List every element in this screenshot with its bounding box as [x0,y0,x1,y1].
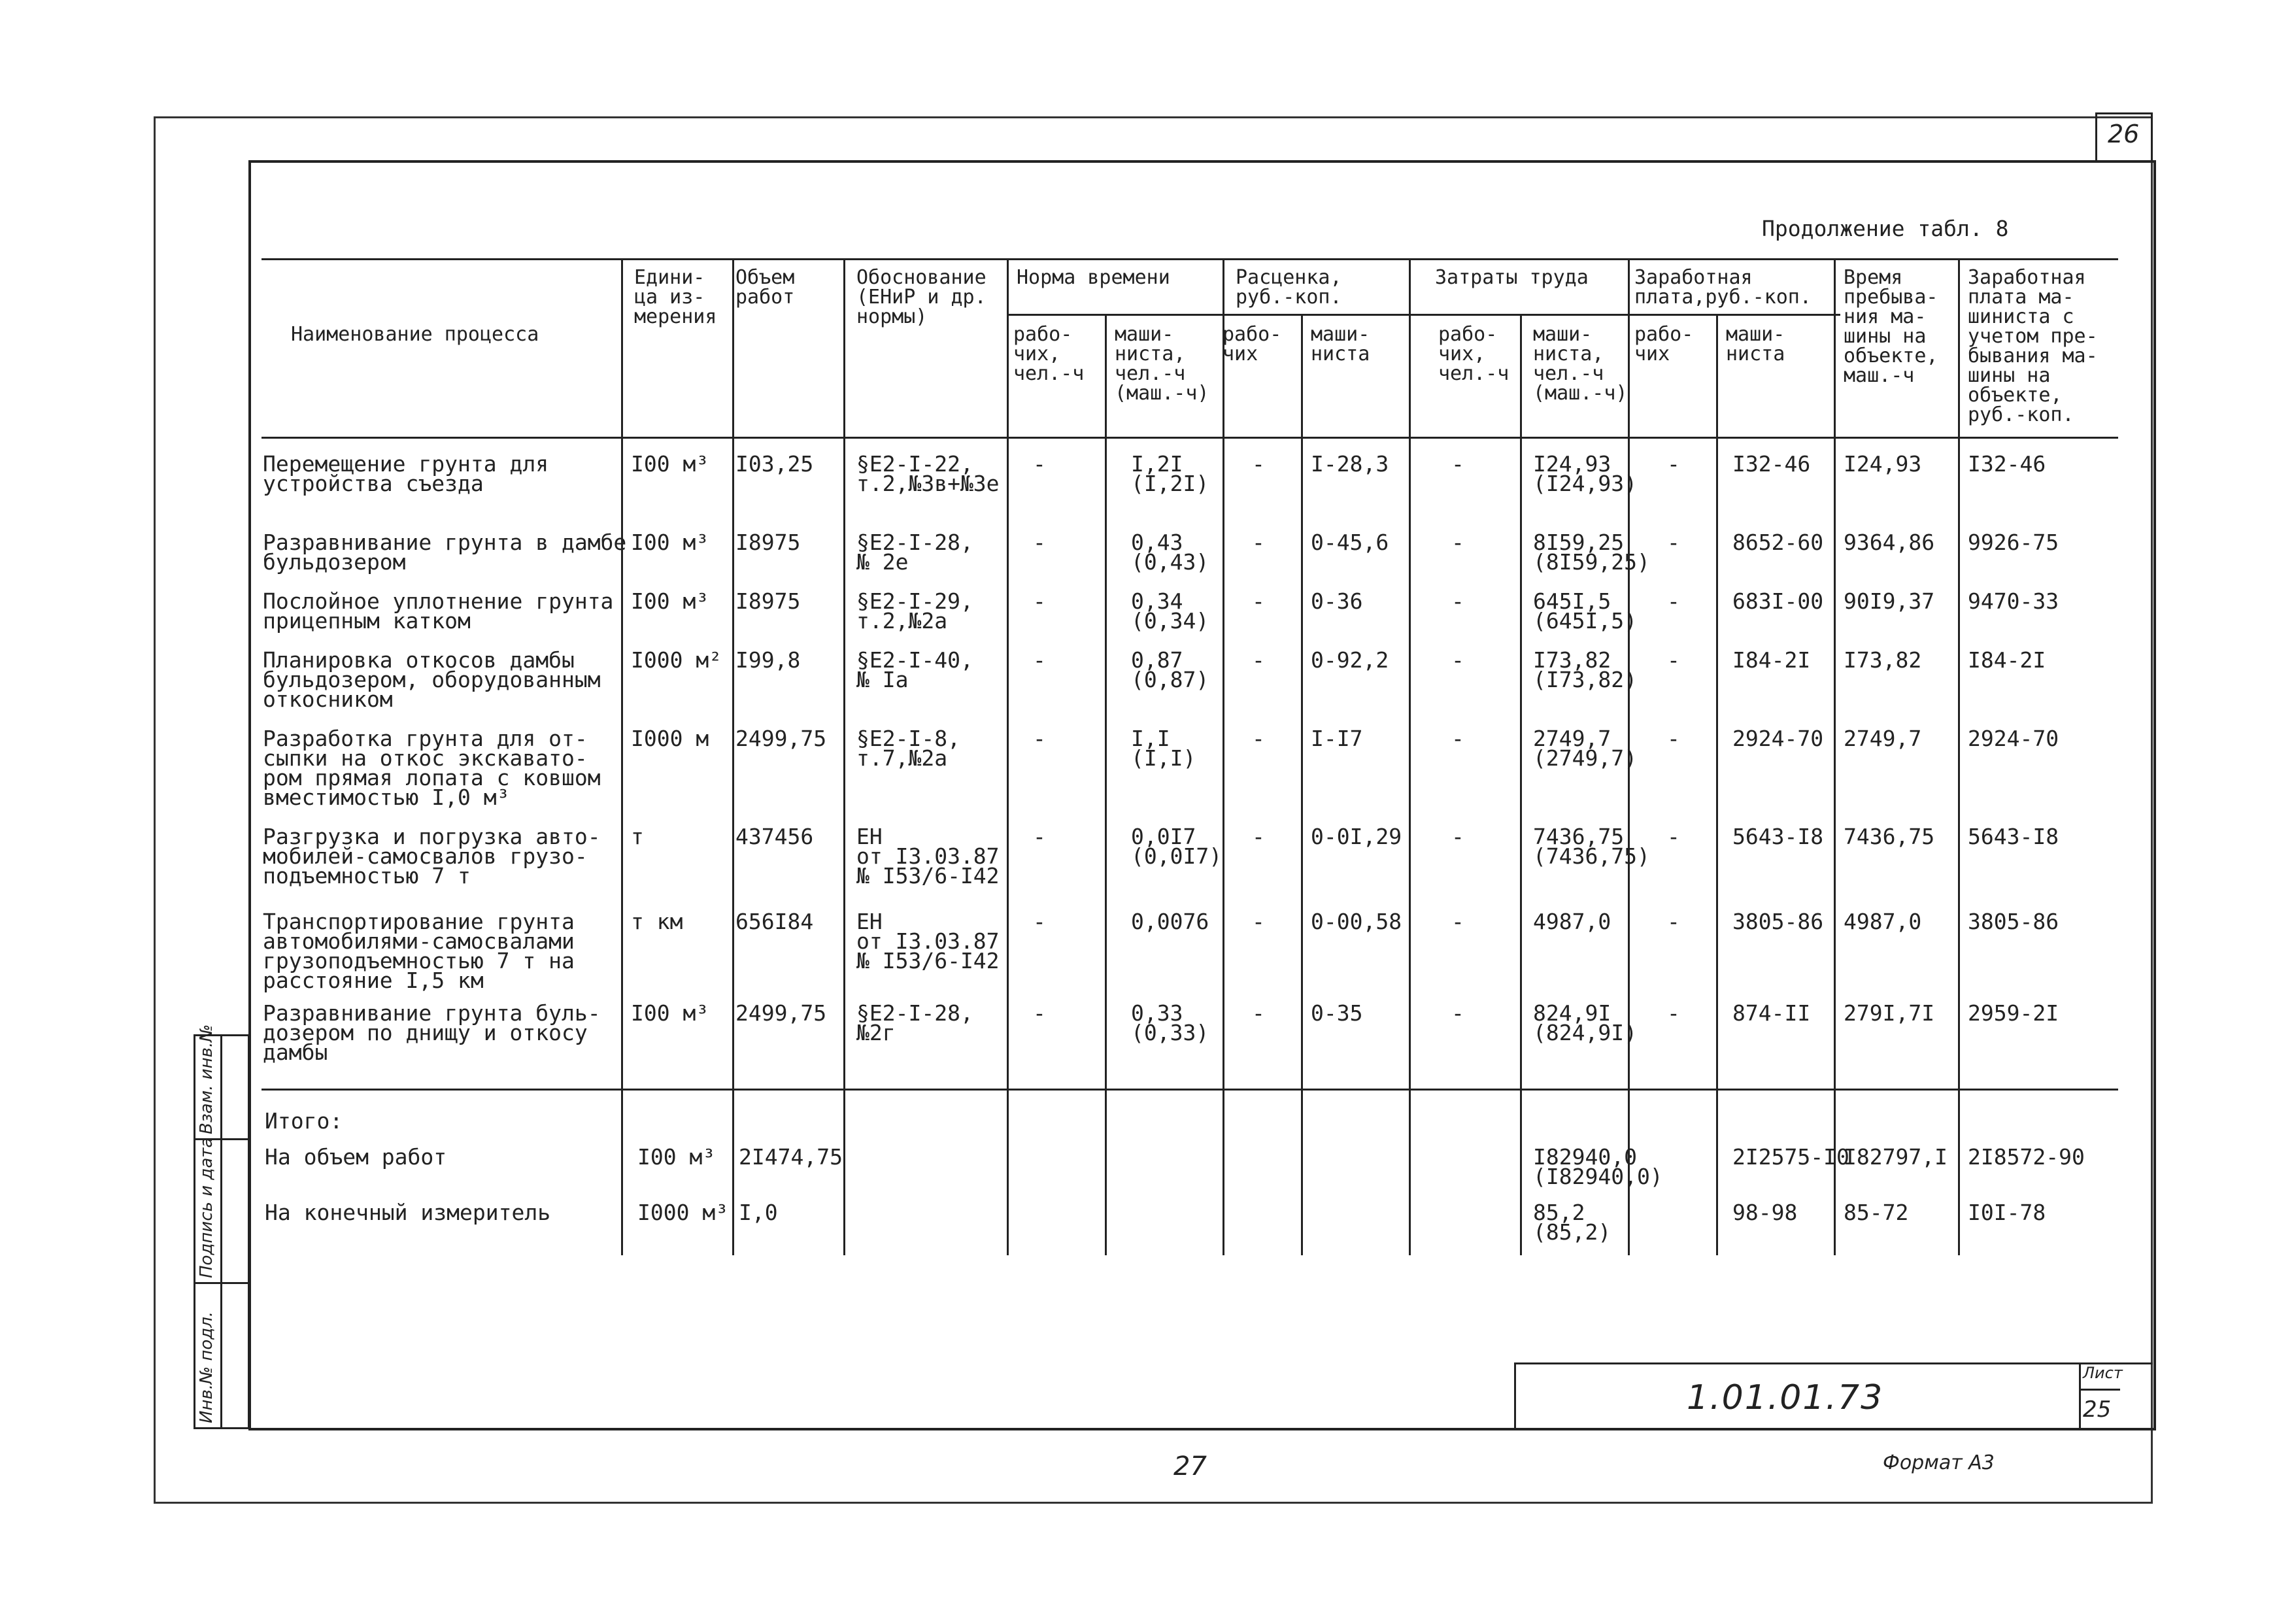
table-cell-nw: - [1033,588,1046,614]
table-cell-pw: - [1252,909,1265,934]
table-cell-nw: - [1033,726,1046,751]
table-cell-total: 9470-33 [1968,588,2059,614]
table-rule [261,258,2118,260]
table-cell-wm: 2924-70 [1732,726,1824,751]
table-cell-nm: 0,34 (0,34) [1131,588,1209,634]
table-rule [732,258,734,1255]
table-cell-lw: - [1451,909,1464,934]
top-page-number-box [2095,112,2153,161]
table-rule [1409,258,1411,1255]
table-cell-ww: - [1667,647,1680,673]
table-cell-pm: 0-92,2 [1311,647,1389,673]
table-cell-time: I73,82 [1844,647,1922,673]
sheet-label: Лист [2083,1364,2123,1382]
side-stamp [194,1024,250,1429]
table-cell-unit: I00 м³ [631,530,709,555]
table-rule [1007,258,1009,1255]
totals-cell-volume: I,0 [739,1200,778,1225]
sheet-number: 25 [2083,1396,2112,1423]
table-cell-total: 5643-I8 [1968,824,2059,849]
table-cell-name: Транспортирование грунта автомобилями-самосвалами грузоподъемностью 7 т на расстояние I,5 км [263,909,575,993]
totals-cell-name: На конечный измеритель [265,1200,551,1225]
table-caption: Продолжение табл. 8 [1762,216,2009,241]
table-cell-total: 2959-2I [1968,1000,2059,1026]
table-cell-total: I84-2I [1968,647,2046,673]
header-norm-workers: рабо- чих, чел.-ч [1013,323,1085,385]
table-cell-wm: 683I-00 [1732,588,1824,614]
table-cell-wm: 874-II [1732,1000,1811,1026]
totals-label: Итого: [265,1108,343,1134]
table-cell-volume: 656I84 [735,909,814,934]
totals-cell-lm: 85,2 (85,2) [1533,1200,1611,1245]
table-cell-lm: I24,93 (I24,93) [1533,451,1637,496]
table-cell-lm: 645I,5 (645I,5) [1533,588,1637,634]
table-cell-lw: - [1451,530,1464,555]
table-cell-pw: - [1252,588,1265,614]
table-cell-name: Разработка грунта для от- сыпки на откос экскавато- ром прямая лопата с ковшом вместимостью I,0 м³ [263,726,601,810]
document-code: 1.01.01.73 [1687,1378,1884,1417]
table-cell-basis: §Е2-I-28, № 2е [856,530,973,575]
table-cell-nw: - [1033,530,1046,555]
table-cell-pw: - [1252,530,1265,555]
table-cell-volume: I03,25 [735,451,814,477]
table-cell-wm: 3805-86 [1732,909,1824,934]
totals-cell-time: 85-72 [1844,1200,1909,1225]
table-cell-total: 2924-70 [1968,726,2059,751]
table-cell-time: 9364,86 [1844,530,1935,555]
table-cell-unit: I000 м [631,726,709,751]
totals-cell-time: I82797,I [1844,1144,1948,1170]
top-page-number: 26 [2108,120,2140,148]
header-norm-machinists: маши- ниста, чел.-ч (маш.-ч) [1115,323,1209,405]
table-cell-basis: §Е2-I-29, т.2,№2а [856,588,973,634]
table-cell-wm: 8652-60 [1732,530,1824,555]
table-cell-pm: I-28,3 [1311,451,1389,477]
table-cell-time: 4987,0 [1844,909,1922,934]
table-cell-lw: - [1451,588,1464,614]
table-rule [1105,314,1107,1255]
table-cell-name: Перемещение грунта для устройства съезда [263,451,549,496]
table-cell-ww: - [1667,726,1680,751]
totals-cell-wm: 2I2575-I0 [1732,1144,1849,1170]
table-cell-pm: 0-00,58 [1311,909,1402,934]
table-cell-name: Разравнивание грунта буль- дозером по днищу и откосу дамбы [263,1000,601,1065]
table-cell-lm: 7436,75 (7436,75) [1533,824,1650,869]
table-cell-unit: I00 м³ [631,588,709,614]
table-cell-nw: - [1033,909,1046,934]
table-rule [843,258,845,1255]
table-cell-nm: I,I (I,I) [1131,726,1196,771]
table-cell-nm: 0,0I7 (0,0I7) [1131,824,1223,869]
table-cell-pw: - [1252,1000,1265,1026]
table-cell-pm: I-I7 [1311,726,1363,751]
header-unit: Едини- ца из- мерения [634,266,717,328]
header-name: Наименование процесса [291,323,539,346]
table-cell-wm: I32-46 [1732,451,1811,477]
table-rule [1007,314,1840,316]
header-time-on-site: Время пребыва- ния ма- шины на объекте, маш.-ч [1844,266,1938,387]
table-cell-lm: 4987,0 [1533,909,1611,934]
table-cell-pm: 0-36 [1311,588,1363,614]
table-cell-volume: I8975 [735,530,801,555]
side-stamp-label: Инв.№ подл. [197,1311,216,1423]
table-rule [1958,258,1960,1255]
table-cell-time: I24,93 [1844,451,1922,477]
table-cell-volume: 2499,75 [735,1000,827,1026]
header-wage: Заработная плата,руб.-коп. [1634,266,1812,309]
header-wage-total: Заработная плата ма- шиниста с учетом пре- бывания ма- шины на объекте, руб.-коп. [1968,266,2098,426]
table-cell-ww: - [1667,451,1680,477]
table-cell-total: 3805-86 [1968,909,2059,934]
header-price-workers: рабо- чих [1223,323,1282,365]
table-cell-pw: - [1252,824,1265,849]
table-cell-ww: - [1667,824,1680,849]
table-cell-basis: §Е2-I-8, т.7,№2а [856,726,960,771]
table-cell-lw: - [1451,824,1464,849]
table-cell-basis: §Е2-I-40, № Iа [856,647,973,692]
table-rule [621,258,623,1255]
table-cell-pm: 0-45,6 [1311,530,1389,555]
table-cell-pw: - [1252,647,1265,673]
table-cell-ww: - [1667,1000,1680,1026]
table-cell-nw: - [1033,824,1046,849]
table-cell-wm: I84-2I [1732,647,1811,673]
table-cell-nm: 0,0076 [1131,909,1209,934]
table-cell-basis: §Е2-I-28, №2г [856,1000,973,1045]
table-cell-basis: §Е2-I-22, т.2,№3в+№3е [856,451,1000,496]
table-cell-time: 7436,75 [1844,824,1935,849]
table-cell-basis: ЕН от I3.03.87 № I53/6-I42 [856,824,1000,888]
table-cell-lm: I73,82 (I73,82) [1533,647,1637,692]
table-cell-unit: I000 м² [631,647,722,673]
table-cell-lw: - [1451,451,1464,477]
header-basis: Обоснование (ЕНиР и др. нормы) [856,266,987,328]
header-volume: Объем работ [735,266,795,309]
table-cell-ww: - [1667,588,1680,614]
totals-cell-unit: I00 м³ [637,1144,716,1170]
header-wage-machinists: маши- ниста [1726,323,1785,365]
table-cell-pw: - [1252,726,1265,751]
table-cell-volume: 437456 [735,824,814,849]
table-cell-time: 90I9,37 [1844,588,1935,614]
bottom-page-number: 27 [1173,1451,1207,1481]
table-cell-nm: 0,43 (0,43) [1131,530,1209,575]
table-cell-unit: I00 м³ [631,451,709,477]
table-cell-name: Послойное уплотнение грунта прицепным катком [263,588,614,634]
side-stamp-label: Взам. инв.№ [197,1024,216,1134]
table-cell-name: Разгрузка и погрузка авто- мобилей-самосвалов грузо- подъемностью 7 т [263,824,601,888]
table-cell-total: I32-46 [1968,451,2046,477]
table-cell-pm: 0-35 [1311,1000,1363,1026]
totals-cell-unit: I000 м³ [637,1200,729,1225]
table-cell-time: 279I,7I [1844,1000,1935,1026]
totals-cell-name: На объем работ [265,1144,447,1170]
table-cell-ww: - [1667,530,1680,555]
table-cell-volume: I8975 [735,588,801,614]
table-rule [261,437,2118,439]
totals-cell-volume: 2I474,75 [739,1144,843,1170]
totals-cell-lm: I82940,0 (I82940,0) [1533,1144,1663,1189]
header-labor: Затраты труда [1435,266,1589,289]
table-cell-nm: 0,87 (0,87) [1131,647,1209,692]
table-cell-unit: т км [631,909,683,934]
table-cell-time: 2749,7 [1844,726,1922,751]
table-rule [1520,314,1522,1255]
table-cell-lw: - [1451,647,1464,673]
table-cell-nm: 0,33 (0,33) [1131,1000,1209,1045]
table-cell-wm: 5643-I8 [1732,824,1824,849]
totals-cell-total: 2I8572-90 [1968,1144,2085,1170]
table-rule [1301,314,1303,1255]
header-price: Расценка, руб.-коп. [1236,266,1342,309]
table-rule [1834,258,1836,1255]
header-labor-workers: рабо- чих, чел.-ч [1438,323,1510,385]
table-rule [1223,258,1224,1255]
table-cell-nm: I,2I (I,2I) [1131,451,1209,496]
table-cell-lm: 824,9I (824,9I) [1533,1000,1637,1045]
table-cell-volume: I99,8 [735,647,801,673]
table-rule [1716,314,1718,1255]
totals-cell-wm: 98-98 [1732,1200,1798,1225]
table-cell-basis: ЕН от I3.03.87 № I53/6-I42 [856,909,1000,973]
table-cell-lw: - [1451,1000,1464,1026]
side-stamp-label: Подпись и дата [197,1137,216,1278]
table-cell-nw: - [1033,1000,1046,1026]
header-norm-time: Норма времени [1017,266,1170,289]
table-cell-pw: - [1252,451,1265,477]
table-cell-volume: 2499,75 [735,726,827,751]
table-rule [261,1089,2118,1091]
table-cell-lw: - [1451,726,1464,751]
table-cell-nw: - [1033,451,1046,477]
table-cell-ww: - [1667,909,1680,934]
format-label: Формат А3 [1883,1451,1995,1474]
table-cell-unit: т [631,824,644,849]
table-cell-total: 9926-75 [1968,530,2059,555]
header-price-machinists: маши- ниста [1311,323,1370,365]
header-wage-workers: рабо- чих [1634,323,1694,365]
table-cell-unit: I00 м³ [631,1000,709,1026]
table-cell-nw: - [1033,647,1046,673]
table-cell-name: Разравнивание грунта в дамбе бульдозером [263,530,627,575]
table-cell-pm: 0-0I,29 [1311,824,1402,849]
totals-cell-total: I0I-78 [1968,1200,2046,1225]
table-cell-name: Планировка откосов дамбы бульдозером, оборудованным откосником [263,647,601,712]
header-labor-machinists: маши- ниста, чел.-ч (маш.-ч) [1533,323,1628,405]
table-cell-lm: 8I59,25 (8I59,25) [1533,530,1650,575]
table-cell-lm: 2749,7 (2749,7) [1533,726,1637,771]
